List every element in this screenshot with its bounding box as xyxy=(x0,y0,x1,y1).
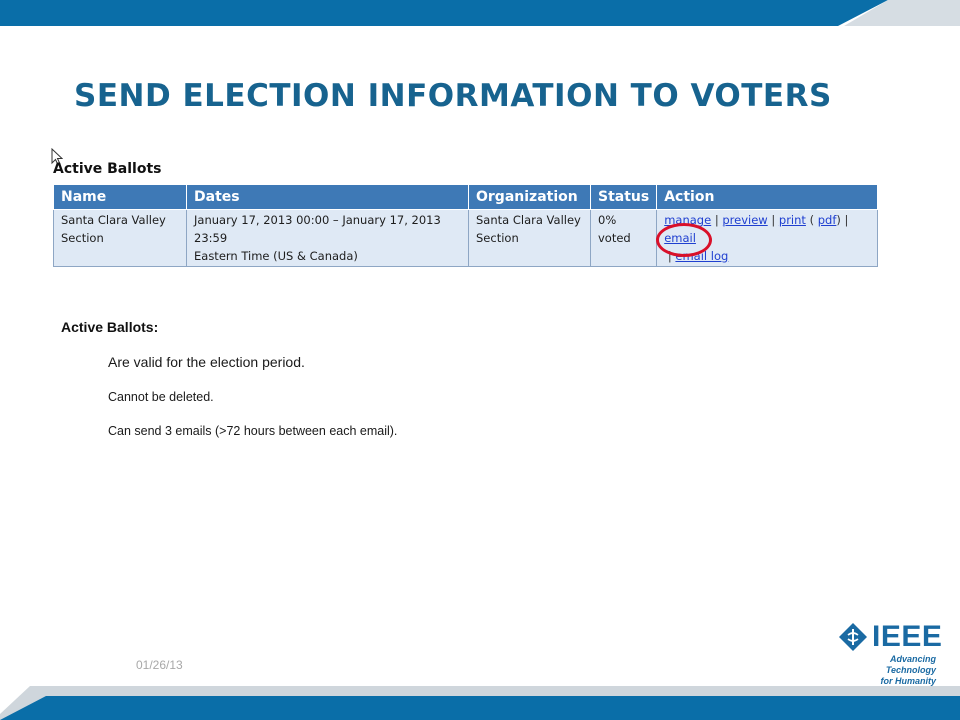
cell-name xyxy=(54,210,187,267)
cell-status-line: voted xyxy=(598,231,631,245)
slide-title: SEND ELECTION INFORMATION TO VOTERS xyxy=(74,78,832,114)
note-item: Can send 3 emails (>72 hours between each email). xyxy=(108,424,398,438)
table-row xyxy=(54,210,878,267)
print-link[interactable]: print xyxy=(778,213,806,227)
cell-organization-line: Section xyxy=(476,231,519,245)
separator: | xyxy=(711,213,723,227)
cell-actions xyxy=(657,210,878,267)
cell-dates xyxy=(187,210,469,267)
cell-dates-line: January 17, 2013 00:00 – January 17, 2013 23:59 xyxy=(194,213,441,245)
preview-link[interactable]: preview xyxy=(722,213,768,227)
separator: ) | xyxy=(836,213,849,227)
cell-status xyxy=(591,210,657,267)
actions-line-2 xyxy=(664,247,870,265)
cell-dates-line: Eastern Time (US & Canada) xyxy=(194,249,358,263)
cell-name-line: Section xyxy=(61,231,104,245)
email-link-wrapper xyxy=(664,229,696,247)
email-link[interactable]: email xyxy=(664,231,696,245)
cell-organization xyxy=(469,210,591,267)
actions-line-1 xyxy=(664,211,870,247)
note-item: Are valid for the election period. xyxy=(108,354,305,370)
column-header-dates: Dates xyxy=(187,185,469,210)
separator: | xyxy=(664,249,676,263)
cell-status-line: 0% xyxy=(598,213,617,227)
note-item: Cannot be deleted. xyxy=(108,390,214,404)
column-header-action: Action xyxy=(657,185,878,210)
manage-link[interactable]: manage xyxy=(664,213,712,227)
ieee-diamond-icon xyxy=(838,622,868,652)
ieee-tagline-line: Advancing Technology xyxy=(885,654,936,675)
column-header-status: Status xyxy=(591,185,657,210)
slide-date: 01/26/13 xyxy=(136,658,183,672)
pdf-link[interactable]: pdf xyxy=(817,213,837,227)
top-decorative-band xyxy=(0,0,960,26)
active-ballots-heading: Active Ballots xyxy=(53,161,162,177)
notes-heading: Active Ballots: xyxy=(61,319,159,335)
email-log-link[interactable]: email log xyxy=(675,249,729,263)
table-header-row xyxy=(54,185,878,210)
separator: ( xyxy=(805,213,818,227)
ieee-wordmark: IEEE xyxy=(872,620,943,653)
cell-name-line: Santa Clara Valley xyxy=(61,213,166,227)
ieee-logo xyxy=(838,620,944,686)
column-header-organization: Organization xyxy=(469,185,591,210)
cell-organization-line: Santa Clara Valley xyxy=(476,213,581,227)
ieee-tagline-line: for Humanity xyxy=(880,676,936,686)
bottom-decorative-band xyxy=(0,678,960,720)
active-ballots-table xyxy=(53,184,878,267)
column-header-name: Name xyxy=(54,185,187,210)
separator: | xyxy=(767,213,779,227)
